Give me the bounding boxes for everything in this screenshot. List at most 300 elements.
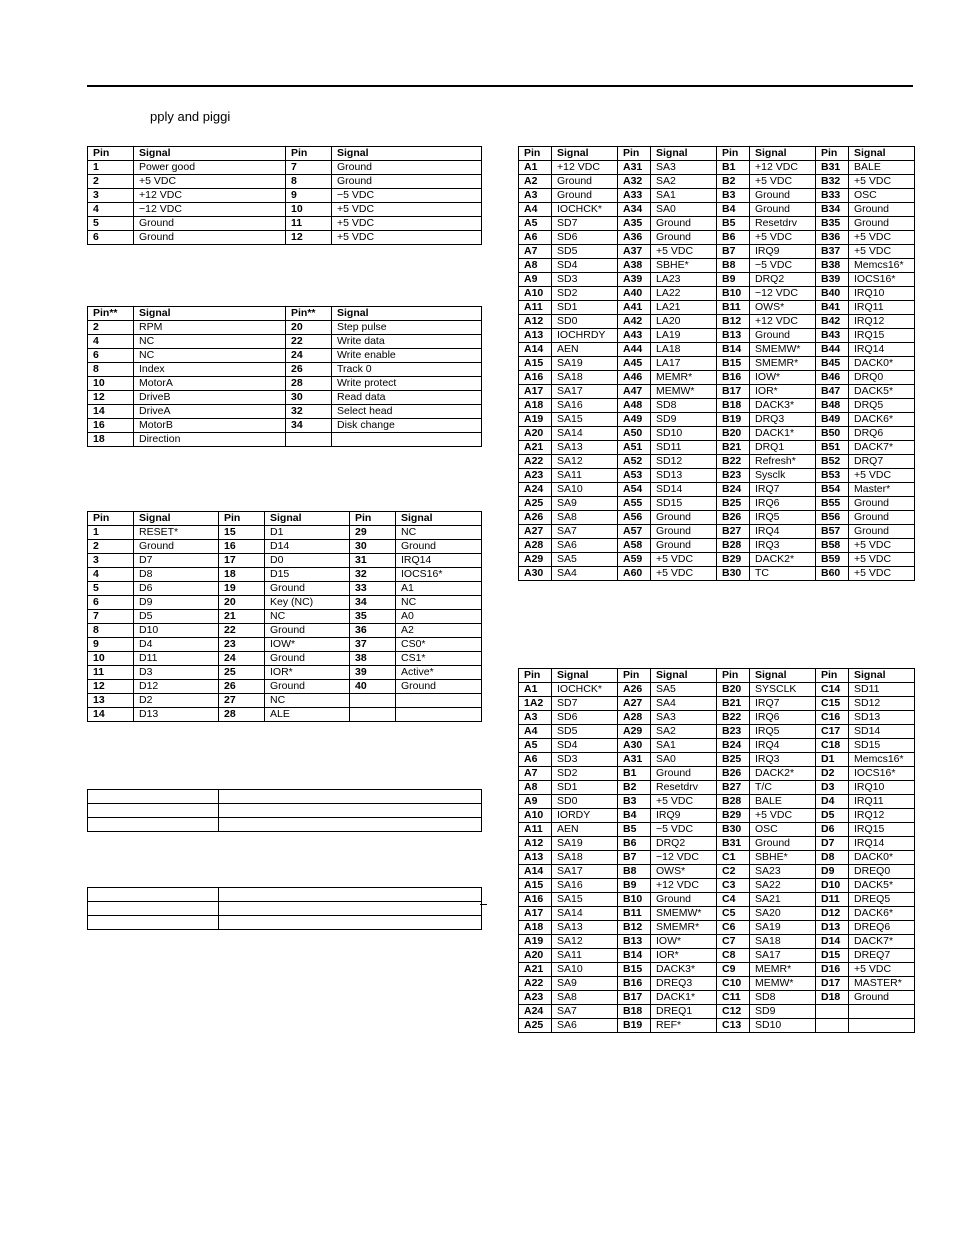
pin-cell: B25 [717,497,750,511]
column-header: Signal [849,147,915,161]
pin-cell: B10 [618,893,651,907]
signal-cell: SA14 [552,907,618,921]
pin-cell: B40 [816,287,849,301]
signal-cell: Resetdrv [651,781,717,795]
column-header: Pin [219,512,265,526]
signal-cell: Ground [651,231,717,245]
pin-cell: B23 [717,725,750,739]
signal-cell: Ground [396,540,482,554]
table-row [519,711,915,725]
isa-bus-table [518,146,915,581]
signal-cell: SD0 [552,315,618,329]
pin-cell: C17 [816,725,849,739]
pin-cell: B5 [717,217,750,231]
pin-cell: B4 [717,203,750,217]
pin-cell: 3 [88,189,134,203]
signal-cell: IOCHCK* [552,203,618,217]
signal-cell: Write enable [332,349,482,363]
signal-cell: SA9 [552,977,618,991]
signal-cell: Ground [265,652,350,666]
table-row [519,357,915,371]
signal-cell: NC [265,610,350,624]
pin-cell: A1 [519,161,552,175]
signal-cell: D12 [134,680,219,694]
table-row [88,596,482,610]
pin-cell: B17 [618,991,651,1005]
pin-cell: B22 [717,711,750,725]
pin-cell: A3 [519,711,552,725]
pin-cell: A30 [519,567,552,581]
table-row [88,189,482,203]
pin-cell: 8 [88,363,134,377]
pin-cell: 6 [88,596,134,610]
signal-cell: SD2 [552,287,618,301]
signal-cell: TC [750,567,816,581]
table-row [88,321,482,335]
pin-cell: A15 [519,879,552,893]
signal-cell: SD11 [651,441,717,455]
signal-cell: IRQ12 [849,315,915,329]
pin-cell: A12 [519,837,552,851]
pin-cell: 2 [88,175,134,189]
signal-cell: SD6 [552,711,618,725]
signal-cell: Ground [849,497,915,511]
pin-cell: B21 [717,697,750,711]
pin-cell: B18 [717,399,750,413]
table-row [519,245,915,259]
cropped-caption [150,109,290,138]
signal-cell: SD7 [552,217,618,231]
pin-cell: A35 [618,217,651,231]
table-row [88,790,482,804]
table-row [88,203,482,217]
pin-cell: A9 [519,273,552,287]
pin-cell: C13 [717,1019,750,1033]
pin-cell: 37 [350,638,396,652]
pin-cell: B28 [717,795,750,809]
signal-cell: Ground [849,217,915,231]
signal-cell: SA5 [552,553,618,567]
ide-connector-table [87,511,482,722]
pin-cell: C11 [717,991,750,1005]
signal-cell: D8 [134,568,219,582]
pin-cell: B2 [717,175,750,189]
pin-cell: B60 [816,567,849,581]
table-row [88,363,482,377]
column-header: Pin [618,147,651,161]
signal-cell: IRQ4 [750,525,816,539]
pin-cell: B29 [717,809,750,823]
pin-cell: A46 [618,371,651,385]
table-row [88,694,482,708]
signal-cell: Disk change [332,419,482,433]
signal-cell: IRQ3 [750,753,816,767]
pin-cell: A36 [618,231,651,245]
pin-cell: B48 [816,399,849,413]
signal-cell: −5 VDC [750,259,816,273]
table-row [88,708,482,722]
pin-cell: A51 [618,441,651,455]
pin-cell: A4 [519,203,552,217]
signal-cell: AEN [552,823,618,837]
signal-cell: SD13 [651,469,717,483]
signal-cell: SD2 [552,767,618,781]
signal-cell: D5 [134,610,219,624]
signal-cell: SA3 [651,161,717,175]
pin-cell: A60 [618,567,651,581]
signal-cell: +5 VDC [849,175,915,189]
signal-cell: A1 [396,582,482,596]
signal-cell: DREQ7 [849,949,915,963]
pin-cell: B1 [717,161,750,175]
pin-cell: C14 [816,683,849,697]
pin-cell: 11 [286,217,332,231]
signal-cell: NC [265,694,350,708]
table-row [88,610,482,624]
signal-cell: D10 [134,624,219,638]
signal-cell: Master* [849,483,915,497]
signal-cell: SMEMW* [651,907,717,921]
table-row [519,781,915,795]
pin-cell: C6 [717,921,750,935]
pin-cell: 24 [286,349,332,363]
column-header: Pin [816,669,849,683]
signal-cell: NC [134,335,286,349]
signal-cell: SA4 [651,697,717,711]
signal-cell: SD15 [849,739,915,753]
pin-cell: A24 [519,1005,552,1019]
column-header: Pin [717,147,750,161]
pin-cell: D12 [816,907,849,921]
pin-cell: C15 [816,697,849,711]
signal-cell: RPM [134,321,286,335]
pin-cell: B6 [717,231,750,245]
pin-cell: C1 [717,851,750,865]
signal-cell: SA17 [552,865,618,879]
signal-cell: +5 VDC [849,963,915,977]
pin-cell: B33 [816,189,849,203]
signal-cell: SD7 [552,697,618,711]
pin-cell: B12 [717,315,750,329]
signal-cell: SD6 [552,231,618,245]
pin-cell: B9 [618,879,651,893]
pin-cell: A17 [519,385,552,399]
signal-cell: +5 VDC [849,553,915,567]
pin-cell: A25 [519,497,552,511]
column-header: Signal [552,147,618,161]
pin-cell: 9 [286,189,332,203]
pin-cell: C12 [717,1005,750,1019]
pin-cell: A14 [519,865,552,879]
signal-cell: IRQ9 [750,245,816,259]
signal-cell: SD11 [849,683,915,697]
pin-cell: A19 [519,413,552,427]
pin-cell: 30 [350,540,396,554]
table-row [88,902,482,916]
header-rule [87,85,913,87]
pin-cell: D3 [816,781,849,795]
table-row [519,441,915,455]
table-row [519,879,915,893]
pin-cell: A40 [618,287,651,301]
table-row [88,175,482,189]
pin-cell: B24 [717,483,750,497]
pin-cell: B3 [618,795,651,809]
pin-cell: A23 [519,469,552,483]
signal-cell: +12 VDC [651,879,717,893]
signal-cell: SA23 [750,865,816,879]
pin-cell: D2 [816,767,849,781]
signal-cell: D7 [134,554,219,568]
floppy-connector-table [87,306,482,447]
signal-cell: D6 [134,582,219,596]
pin-cell: 15 [219,526,265,540]
signal-cell: +5 VDC [651,553,717,567]
signal-cell: IOW* [750,371,816,385]
table-row [519,371,915,385]
pin-cell: A24 [519,483,552,497]
signal-cell: IRQ15 [849,329,915,343]
pin-cell: A31 [618,753,651,767]
signal-cell: Ground [552,175,618,189]
signal-cell: SA5 [651,683,717,697]
pin-cell: 6 [88,231,134,245]
pin-cell: A26 [519,511,552,525]
pin-cell: A53 [618,469,651,483]
pin-cell: D7 [816,837,849,851]
column-header: Signal [651,669,717,683]
pin-cell: A39 [618,273,651,287]
header-row [88,147,482,161]
table-row [88,582,482,596]
signal-cell: SA10 [552,963,618,977]
pin-cell: 2 [88,321,134,335]
pin-cell: 16 [219,540,265,554]
table-row [88,161,482,175]
table-row [88,349,482,363]
signal-cell: IRQ15 [849,823,915,837]
header-row [88,307,482,321]
pin-cell: B20 [717,683,750,697]
table-row [519,511,915,525]
pin-cell: B11 [717,301,750,315]
pin-cell: A15 [519,357,552,371]
pin-cell: B24 [717,739,750,753]
pin-cell [286,433,332,447]
signal-cell: Write data [332,335,482,349]
pin-cell: A41 [618,301,651,315]
blank-table-2 [87,887,482,930]
signal-cell: IRQ10 [849,287,915,301]
pin-cell: B9 [717,273,750,287]
pin-cell: D14 [816,935,849,949]
pin-cell: B44 [816,343,849,357]
pin-cell: B45 [816,357,849,371]
pin-cell: A10 [519,809,552,823]
pin-cell: 28 [219,708,265,722]
table-row [88,554,482,568]
pin-cell: D17 [816,977,849,991]
pin-cell: A11 [519,823,552,837]
table-row [88,391,482,405]
pin-cell: 12 [286,231,332,245]
table-row [88,405,482,419]
signal-cell: +12 VDC [750,161,816,175]
pin-cell: C10 [717,977,750,991]
table-row [519,469,915,483]
signal-cell: MEMW* [750,977,816,991]
table-row [88,526,482,540]
signal-cell: SD4 [552,259,618,273]
signal-cell: DACK1* [750,427,816,441]
signal-cell: D0 [265,554,350,568]
pin-cell: A7 [519,245,552,259]
signal-cell: MEMR* [750,963,816,977]
signal-cell: IRQ9 [651,809,717,823]
pin-cell: A8 [519,259,552,273]
signal-cell: Select head [332,405,482,419]
signal-cell [332,433,482,447]
pin-cell: B19 [618,1019,651,1033]
signal-cell: SA17 [750,949,816,963]
signal-cell: +5 VDC [134,175,286,189]
signal-cell: IORDY [552,809,618,823]
signal-cell: SA14 [552,427,618,441]
signal-cell: SD5 [552,245,618,259]
pin-cell: 4 [88,568,134,582]
column-header: Signal [134,147,286,161]
pin-cell: B30 [717,823,750,837]
signal-cell: Step pulse [332,321,482,335]
signal-cell: SBHE* [651,259,717,273]
pin-cell: A57 [618,525,651,539]
signal-cell: +5 VDC [651,245,717,259]
column-header: Pin [519,147,552,161]
pin-cell: 16 [88,419,134,433]
pin-cell: A9 [519,795,552,809]
pin-cell: B28 [717,539,750,553]
table-row [519,1019,915,1033]
pin-cell: B13 [618,935,651,949]
pin-cell: A18 [519,399,552,413]
pin-cell: B13 [717,329,750,343]
pin-cell: B5 [618,823,651,837]
signal-cell: IRQ6 [750,711,816,725]
pin-cell: B20 [717,427,750,441]
pin-cell: A26 [618,683,651,697]
signal-cell: +5 VDC [332,203,482,217]
table-row [519,287,915,301]
signal-cell: SA4 [552,567,618,581]
pin-cell [350,708,396,722]
signal-cell: Read data [332,391,482,405]
signal-cell: DACK2* [750,767,816,781]
signal-cell: Ground [134,217,286,231]
signal-cell: IRQ14 [849,343,915,357]
pin-cell: B10 [717,287,750,301]
signal-cell: SMEMR* [750,357,816,371]
pin-cell: B46 [816,371,849,385]
pin-cell: A58 [618,539,651,553]
table-row [88,680,482,694]
pin-cell [350,694,396,708]
signal-cell: SA12 [552,455,618,469]
pin-cell: A3 [519,189,552,203]
pin-cell: 5 [88,217,134,231]
signal-cell: SA18 [552,851,618,865]
pin-cell: A47 [618,385,651,399]
signal-cell: +5 VDC [849,469,915,483]
header-row [88,512,482,526]
pin-cell: C2 [717,865,750,879]
signal-cell: SA6 [552,539,618,553]
pin-cell: 1A2 [519,697,552,711]
signal-cell: Ground [849,991,915,1005]
signal-cell: +12 VDC [552,161,618,175]
signal-cell: SA19 [552,837,618,851]
signal-cell: +5 VDC [332,231,482,245]
signal-cell: DACK3* [651,963,717,977]
pin-cell: B47 [816,385,849,399]
pin-cell: A5 [519,217,552,231]
pin-cell: 31 [350,554,396,568]
signal-cell: Write protect [332,377,482,391]
pin-cell: 26 [219,680,265,694]
pin-cell: A49 [618,413,651,427]
pin-cell: A44 [618,343,651,357]
pin-cell: A43 [618,329,651,343]
signal-cell: DACK5* [849,385,915,399]
pin-cell: A20 [519,427,552,441]
signal-cell: SA2 [651,725,717,739]
signal-cell: SA0 [651,753,717,767]
signal-cell: SD14 [849,725,915,739]
column-header: Pin [519,669,552,683]
table-row [519,991,915,1005]
signal-cell: DRQ0 [849,371,915,385]
signal-cell: OSC [750,823,816,837]
pin-cell: A22 [519,455,552,469]
signal-cell: Ground [750,837,816,851]
pin-cell: B36 [816,231,849,245]
signal-cell: DACK7* [849,935,915,949]
signal-cell: D2 [134,694,219,708]
pin-cell: 14 [88,708,134,722]
signal-cell: DACK6* [849,413,915,427]
table-row [519,301,915,315]
pin-cell: B4 [618,809,651,823]
pin-cell: B8 [717,259,750,273]
pin-cell: A5 [519,739,552,753]
pin-cell: C8 [717,949,750,963]
signal-cell: +12 VDC [134,189,286,203]
signal-cell: DACK2* [750,553,816,567]
signal-cell: Ground [651,217,717,231]
pin-cell: B55 [816,497,849,511]
signal-cell: LA21 [651,301,717,315]
power-connector-table [87,146,482,245]
column-header: Pin [618,669,651,683]
signal-cell: BALE [849,161,915,175]
signal-cell: DRQ6 [849,427,915,441]
signal-cell: SA12 [552,935,618,949]
pin-cell: B29 [717,553,750,567]
pin-cell: 7 [88,610,134,624]
signal-cell: SMEMW* [750,343,816,357]
column-header: Pin [816,147,849,161]
table-row [519,497,915,511]
table-row [519,399,915,413]
